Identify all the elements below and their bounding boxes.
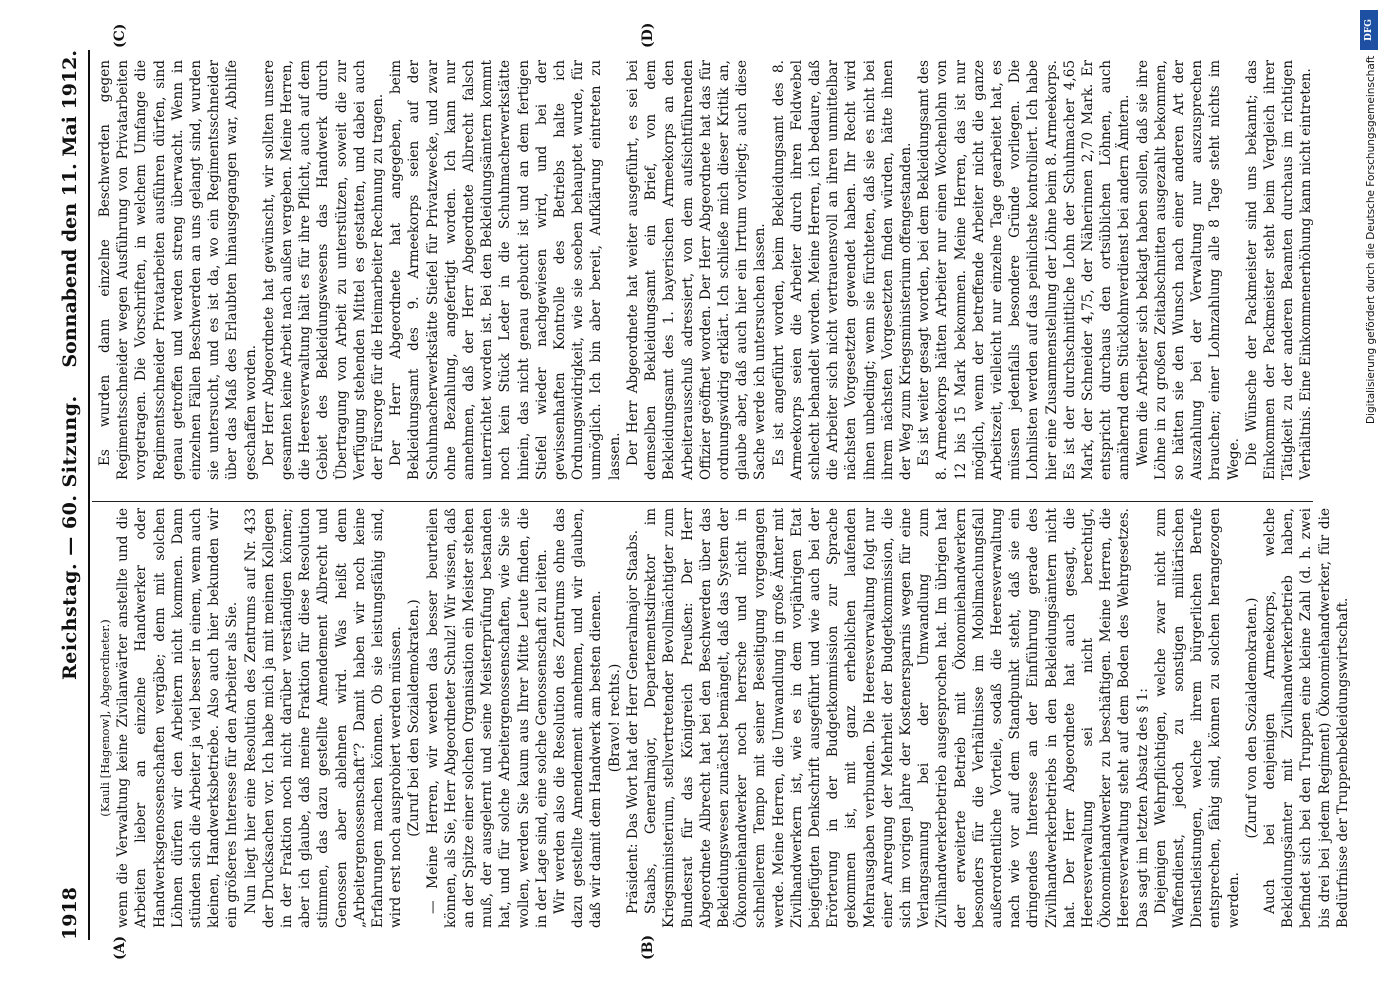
interjection: (Bravo! rechts.) xyxy=(606,663,623,773)
margin-letter-d: (D) xyxy=(640,22,656,48)
right-column xyxy=(96,60,1326,480)
paragraph: Es ist angeführt worden, beim Bekleidungsamt des 8. Armeekorps seien die Arbeiter durch ihren Feldwebel schlecht behandelt worden. Meine Herren, ich bedaure, daß die Arbeiter sich nicht vertrauensvoll an ihren unmittelbar nächsten Vorgesetzten gewendet haben. Ihr Recht wird ihnen unbedingt; wenn sie fürchteten, daß sie es nicht bei ihrem nächsten Vorgesetzten finden würden, hätte ihnen der Weg zum Kriegsministerium offengestanden. xyxy=(770,60,914,480)
paragraph: Der Herr Abgeordnete hat weiter ausgeführt, es sei bei demselben Bekleidungsamt ein Brief, von dem Bekleidungsamt des 1. bayerischen Armeekorps an den Arbeiterausschuß adressiert, von dem aufsichtführenden Offizier geöffnet worden. Der Herr Abgeordnete hat das für ordnungswidrig erklärt. Ich schließe mich dieser Kritik an, glaube aber, daß auch hier ein Irrtum vorliegt; auch diese Sache werde ich untersuchen lassen. xyxy=(624,60,769,480)
running-header xyxy=(55,50,85,940)
paragraph: Der Herr Abgeordnete hat gewünscht, wir sollten unsere gesamten keine Arbeit nach außen vergeben. Meine Herren, die Heeresverwaltung hält es für ihre Pflicht, auch auf dem Gebiet des Bekleidungswesens das Handwerk durch Übertragung von Arbeit zu unterstützen, soweit die zur Verfügung stehenden Mittel es gestatten, und dabei auch der Fürsorge für die Heimarbeiter Rechnung zu tragen. xyxy=(260,60,387,480)
header-rule xyxy=(88,50,90,940)
dfg-credit: Digitalisierung gefördert durch die Deutsche Forschungsgemeinschaft xyxy=(1365,56,1377,425)
margin-letter-a: (A) xyxy=(112,935,128,960)
paragraph: Staabs, Generalmajor, Departementsdirektor im Kriegsministerium, stellvertretender Bevollmächtigter zum Bundesrat für das Königreich Preußen: Der Herr Abgeordnete Albrecht hat bei den Beschwerden über das Bekleidungswesen zunächst bemängelt, daß das System der Ökonomiehandwerker noch herrsche und nicht in schnellerem Tempo mit seiner Beseitigung vorgegangen werde. Meine Herren, die Umwandlung in große Ämter mit Zivilhandwerkern ist, wie es in dem vorjährigen Etat beigefügten Denkschrift ausgeführt und wie auch bei der Erörterung in der Budgetkommission zur Sprache gekommen ist, mit ganz erheblichen laufenden Mehrausgaben verbunden. Die Heeresverwaltung folgt nur einer Anregung der Mehrheit der Budgetkommission, die sich im vorigen Jahre der Kostenersparnis wegen für eine Verlangsamung bei der Umwandlung zum Zivilhandwerkerbetrieb ausgesprochen hat. Im übrigen hat der erweiterte Betrieb mit Ökonomiehandwerkern besonders für die Verhältnisse im Mobilmachungsfall außerordentliche Vorteile, sodaß die Heeresverwaltung nach wie vor auf dem Standpunkt steht, daß sie ein dringendes Interesse an der Einführung gerade des Zivilhandwerkerbetriebs in den Bekleidungsämtern nicht hat. Der Herr Abgeordnete hat auch gesagt, die Heeresverwaltung sei nicht berechtigt, Ökonomiehandwerker zu beschäftigen. Meine Herren, die Heeresverwaltung steht auf dem Boden des Wehrgesetzes. Das sagt im letzten Absatz des § 1: xyxy=(643,508,1151,928)
margin-letter-b: (B) xyxy=(640,934,656,960)
column-divider xyxy=(92,501,1313,502)
dfg-logo: DFG xyxy=(1360,10,1378,50)
page-number: 1918 xyxy=(59,887,81,940)
paragraph: Auch bei denjenigen Armeekorps, welche Bekleidungsämter mit Zivilhandwerkerbetrieb haben, befindet sich bei den Truppen eine kleine Zahl (d. h. zwei bis drei bei jedem Regiment) Ökonomiehandwerker, für die Bedürfnisse der Truppenbekleidungswirtschaft. xyxy=(1262,508,1351,928)
header-title: Reichstag. — 60. Sitzung. xyxy=(59,395,81,680)
paragraph: — Meine Herren, wir werden das besser beurteilen können, als Sie, Herr Abgeordneter Schulz! Wir wissen, daß an der Spitze einer solchen Organisation ein Meister stehen muß, der ausgelernt und seine Meisterprüfung bestanden hat, und für solche Arbeitergenossenschaften, wie Sie sie wollen, werden Sie kaum aus Ihrer Mitte Leute finden, die in der Lage sind, eine solche Genossenschaft zu leiten. xyxy=(424,508,550,928)
paragraph: Es ist weiter gesagt worden, bei dem Bekleidungsamt des 8. Armeekorps hätten Arbeiter nur einen Wochenlohn von 12 bis 15 Mark bekommen. Meine Herren, das ist nur möglich, wenn der betreffende Arbeiter nicht die ganze Arbeitszeit, vielleicht nur einzelne Tage gearbeitet hat, es müssen jedenfalls besondere Gründe vorliegen. Die Lohnlisten werden auf das peinlichste kontrolliert. Ich habe hier eine Zusammenstellung der Löhne beim 8. Armeekorps. Es ist der durchschnittliche Lohn der Schuhmacher 4,65 Mark, der Schneider 4,75, der Näherinnen 2,70 Mark. Er entspricht durchaus den ortsüblichen Löhnen, auch annähernd dem Stücklohnverdienst bei andern Ämtern. xyxy=(916,60,1133,480)
interjection: (Zuruf bei den Sozialdemokraten.) xyxy=(406,599,423,837)
paragraph: Die Wünsche der Packmeister sind uns bekannt; das Einkommen der Packmeister steht beim Vergleich ihrer Tätigkeit zu der anderen Beamten durchaus im richtigen Verhältnis. Eine Einkommenerhöhung kann nicht eintreten. xyxy=(1243,60,1315,480)
header-date: Sonnabend den 11. Mai 1912. xyxy=(59,50,81,368)
paragraph: Wir werden also die Resolution des Zentrums ohne das dazu gestellte Amendement annehmen, und wir glauben, daß wir damit dem Handwerk am besten dienen. xyxy=(552,508,605,928)
paragraph: Es wurden dann einzelne Beschwerden gegen Regimentsschneider wegen Ausführung von Privatarbeiten vorgetragen. Die Vorschriften, in welchem Umfange die Regimentsschneider Privatarbeiten ausführen dürfen, sind genau getroffen und werden streng überwacht. Wenn in einzelnen Fällen Beschwerden an uns gelangt sind, wurden sie untersucht, und es ist da, wo ein Regimentsschneider über das Maß des Erlaubten hinausgegangen war, Abhilfe geschaffen worden. xyxy=(97,60,259,480)
speaker-line: (Kauli [Hagenow], Abgeordneter.) xyxy=(98,619,112,817)
paragraph: Nun liegt hier eine Resolution des Zentrums auf Nr. 433 der Drucksachen vor. Ich habe mich ja mit meinen Kollegen in der Fraktion noch nicht darüber verständigen können; aber ich glaube, daß meine Fraktion für diese Resolution stimmen, das dazu gestellte Amendement Albrecht und Genossen aber ablehnen wird. Was heißt denn „Arbeitergenossenschaft“? Damit haben wir noch keine Erfahrungen machen können. Ob sie leistungsfähig sind, wird erst noch ausprobiert werden müssen. xyxy=(242,508,405,928)
quotation: Diejenigen Wehrpflichtigen, welche zwar nicht zum Waffendienst, jedoch zu sonstigen militärischen Dienstleistungen, welche ihrem bürgerlichen Berufe entsprechen, fähig sind, können zu solchen herangezogen werden. xyxy=(1152,508,1242,928)
paragraph: Der Herr Abgeordnete hat angegeben, beim Bekleidungsamt des 9. Armeekorps seien auf der Schuhmacherwerkstätte Stiefel für Privatzwecke, und zwar ohne Bezahlung, angefertigt worden. Ich kann nur annehmen, daß der Herr Abgeordnete Albrecht falsch unterrichtet worden ist. Bei den Bekleidungsämtern kommt noch kein Stück Leder in die Schuhmacherwerkstätte hinein, das nicht genau gebucht ist und an dem fertigen Stiefel wieder nachgewiesen wird, und bei der gewissenhaften Kontrolle des Betriebs halte ich Ordnungswidrigkeit, wie sie soeben behauptet wurde, für unmöglich. Ich bin aber bereit, Aufklärung eintreten zu lassen. xyxy=(388,60,623,480)
paragraph: Präsident: Das Wort hat der Herr Generalmajor Staabs. xyxy=(624,529,641,914)
interjection: (Zuruf von den Sozialdemokraten.) xyxy=(1243,597,1260,839)
paragraph: Wenn die Arbeiter sich beklagt haben sollen, daß sie ihre Löhne in zu großen Zeitabschnitten ausgezahlt bekommen, so hätten sie den Wunsch nach einer anderen Art der Auszahlung bei der Verwaltung nur auszusprechen brauchen; einer Lohnzahlung alle 8 Tage steht nichts im Wege. xyxy=(1134,60,1242,480)
margin-letter-c: (C) xyxy=(112,23,128,48)
paragraph: wenn die Verwaltung keine Zivilanwärter anstellte und die Arbeiten lieber an einzelne Handwerker oder Handwerksgenossenschaften vergäbe; denn mit solchen Löhnen dürfen wir den Arbeitern nicht kommen. Dann stünden sich die Arbeiter ja viel besser in einem, wenn auch kleinen, Handwerksbetriebe. Also auch hier bekunden wir ein größeres Interesse für den Arbeiter als Sie. xyxy=(115,508,241,928)
left-column xyxy=(96,508,1351,928)
